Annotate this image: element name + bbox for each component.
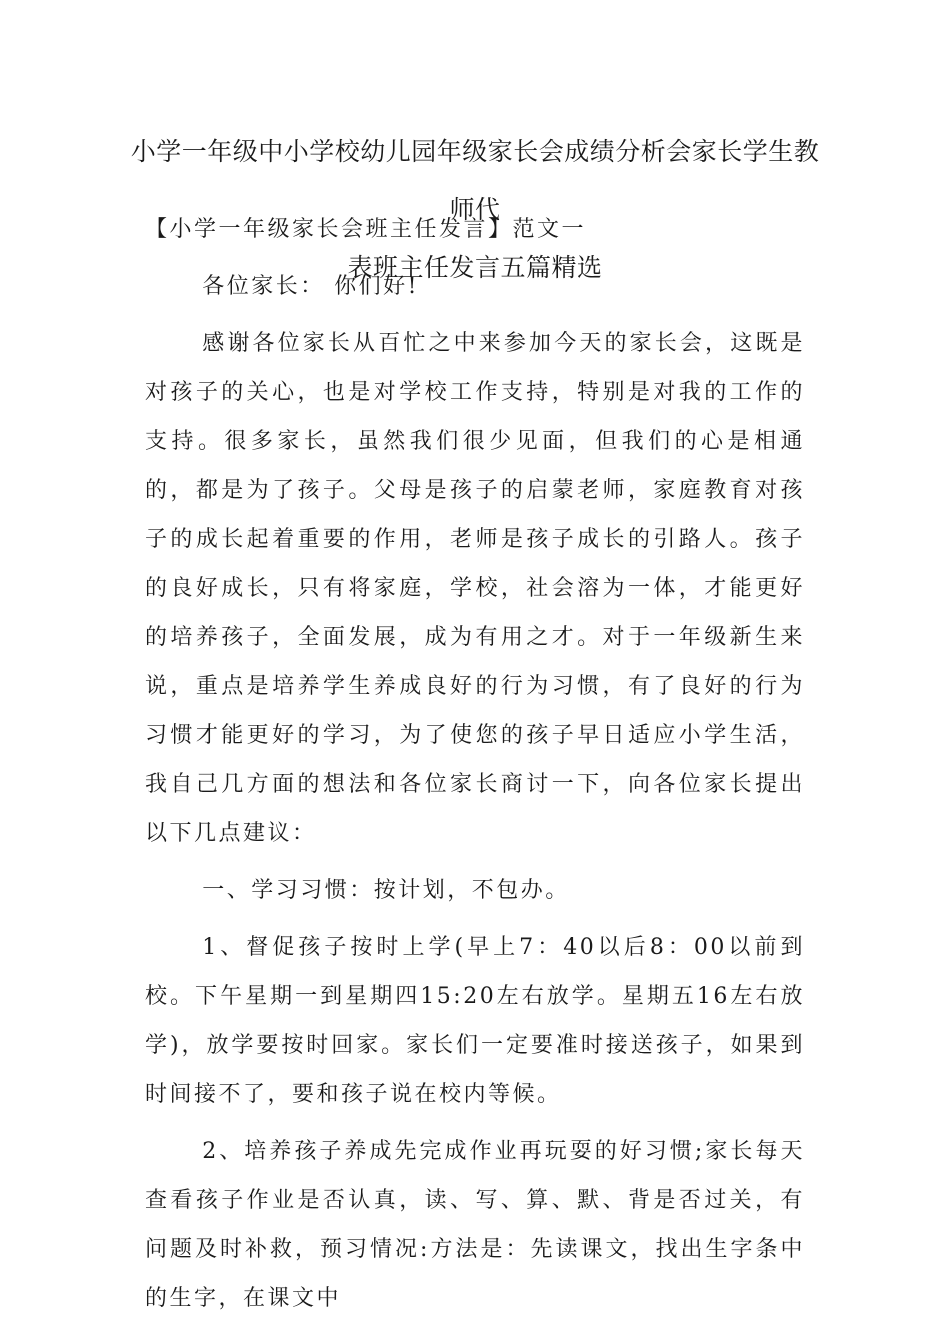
paragraph-intro: 感谢各位家长从百忙之中来参加今天的家长会，这既是对孩子的关心，也是对学校工作支持，特别是对我的工作的支持。很多家长，虽然我们很少见面，但我们的心是相通的，都是为了孩子。父母是孩子的启蒙老师，家庭教育对孩子的成长起着重要的作用，老师是孩子成长的引路人。孩子的良好成长，只有将家庭，学校，社会溶为一体，才能更好的培养孩子，全面发展，成为有用之才。对于一年级新生来说，重点是培养学生养成良好的行为习惯，有了良好的行为习惯才能更好的学习，为了使您的孩子早日适应小学生活，我自己几方面的想法和各位家长商讨一下，向各位家长提出以下几点建议： xyxy=(145,331,805,846)
paragraph-item-2: 2、培养孩子养成先完成作业再玩耍的好习惯;家长每天查看孩子作业是否认真，读、写、算、默、背是否过关，有问题及时补救，预习情况:方法是：先读课文，找出生字条中的生字，在课文中 xyxy=(145,1139,805,1311)
salutation: 各位家长： 你们好! xyxy=(202,274,420,299)
paragraph-item-1: 1、督促孩子按时上学(早上7：40以后8：00以前到校。下午星期一到星期四15:20左右放学。星期五16左右放学)，放学要按时回家。家长们一定要准时接送孩子，如果到时间接不了，要和孩子说在校内等候。 xyxy=(145,935,805,1107)
section-heading: 【小学一年级家长会班主任发言】范文一 xyxy=(145,217,587,242)
paragraph-study-habits: 一、学习习惯：按计划，不包办。 xyxy=(202,878,570,903)
document-body xyxy=(145,205,805,1323)
title-line-2: 表班主任发言五篇精选 xyxy=(347,253,603,282)
title-line-1: 小学一年级中小学校幼儿园年级家长会成绩分析会家长学生教师代 xyxy=(130,137,820,224)
